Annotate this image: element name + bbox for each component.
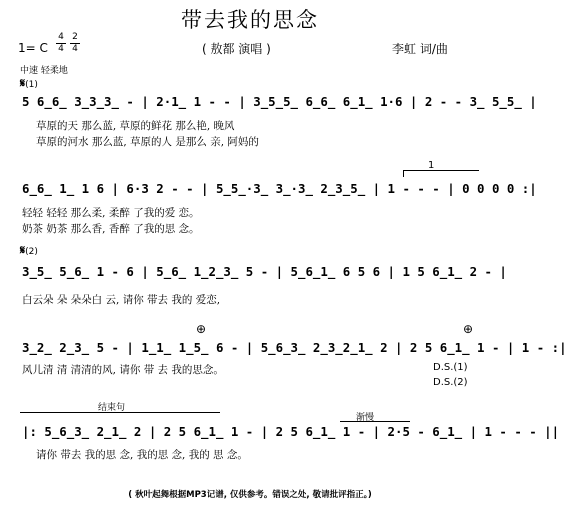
segno-mark-1 — [20, 76, 38, 91]
ending-rule — [20, 412, 220, 413]
lyrics-line-5: 请你 带去 我的思 念, 我的思 念, 我的 思 念。 — [36, 449, 248, 461]
composer-credit: 李虹 词/曲 — [392, 42, 448, 56]
segno-label-1: (1) — [25, 80, 38, 90]
volta-label: 1 — [428, 160, 435, 171]
lyrics-line-2-verse-1: 轻轻 轻轻 那么柔, 柔醉 了我的爱 恋。 — [22, 207, 200, 219]
segno-label-2: (2) — [25, 247, 38, 257]
coda-icon: ⊕ — [196, 322, 207, 336]
notation-line-1: 5 6̲6̲ 3̲3̲3̲ - | 2·1̲ 1 - - | 3̲5̲5̲ 6̲6̲ 6̲1̲ 1·6 | 2 - - 3̲ 5̲5̲ | — [22, 94, 537, 109]
transcription-credits: ( 秋叶起舞根据MP3记谱, 仅供参考。错误之处, 敬请批评指正。) — [128, 490, 372, 500]
time-signature-a — [56, 33, 66, 54]
dal-segno-2: D.S.(2) — [433, 377, 468, 388]
key-signature: 1= C — [18, 41, 48, 55]
dal-segno-1: D.S.(1) — [433, 362, 468, 373]
ending-label: 结束句 — [98, 403, 126, 413]
time-sig-bottom-a: 4 — [58, 44, 64, 54]
notation-line-4: 3̲2̲ 2̲3̲ 5 - | 1̲1̲ 1̲5̲ 6 - | 5̲6̲3̲ 2̲3̲2̲1̲ 2 | 2 5 6̲1̲ 1 - | 1 - :| — [22, 340, 567, 355]
ritardando-rule — [340, 421, 410, 422]
lyrics-line-1-verse-2: 草原的河水 那么蓝, 草原的人 是那么 亲, 阿妈的 — [36, 136, 259, 148]
ritardando-label: 渐慢 — [356, 413, 375, 423]
lyrics-line-3: 白云朵 朵 朵朵白 云, 请你 带去 我的 爱恋, — [22, 294, 221, 306]
lyrics-line-2-verse-2: 奶茶 奶茶 那么香, 香醉 了我的思 念。 — [22, 223, 200, 235]
segno-mark-2 — [20, 243, 38, 258]
volta-bracket — [403, 170, 479, 177]
coda-icon: ⊕ — [463, 322, 474, 336]
notation-line-5: |: 5̲6̲3̲ 2̲1̲ 2 | 2 5 6̲1̲ 1 - | 2 5 6̲1̲ 1 - | 2·5 - 6̲1̲ | 1 - - - || — [22, 424, 560, 439]
time-signature-b — [70, 33, 80, 54]
lyrics-line-1-verse-1: 草原的天 那么蓝, 草原的鲜花 那么艳, 晚风 — [36, 120, 235, 132]
notation-line-3: 3̲5̲ 5̲6̲ 1 - 6 | 5̲6̲ 1̲2̲3̲ 5 - | 5̲6̲1̲ 6 5 6 | 1 5 6̲1̲ 2 - | — [22, 264, 507, 279]
tempo-marking: 中速 轻柔地 — [20, 66, 68, 76]
time-sig-top-b: 2 — [72, 32, 78, 42]
time-sig-bottom-b: 4 — [72, 44, 78, 54]
singer-credit: ( 敖都 演唱 ) — [202, 42, 271, 56]
notation-line-2: 6̲6̲ 1̲ 1 6 | 6·3 2 - - | 5̲5̲·3̲ 3̲·3̲ 2̲3̲5̲ | 1 - - - | 0 0 0 0 :| — [22, 181, 537, 196]
time-sig-top-a: 4 — [58, 32, 64, 42]
page-title: 带去我的思念 — [181, 8, 319, 32]
segno-icon: 𝄋 — [20, 76, 26, 90]
lyrics-line-4: 风儿清 清 清清的风, 请你 带 去 我的思念。 — [22, 364, 224, 376]
segno-icon: 𝄋 — [20, 243, 26, 257]
